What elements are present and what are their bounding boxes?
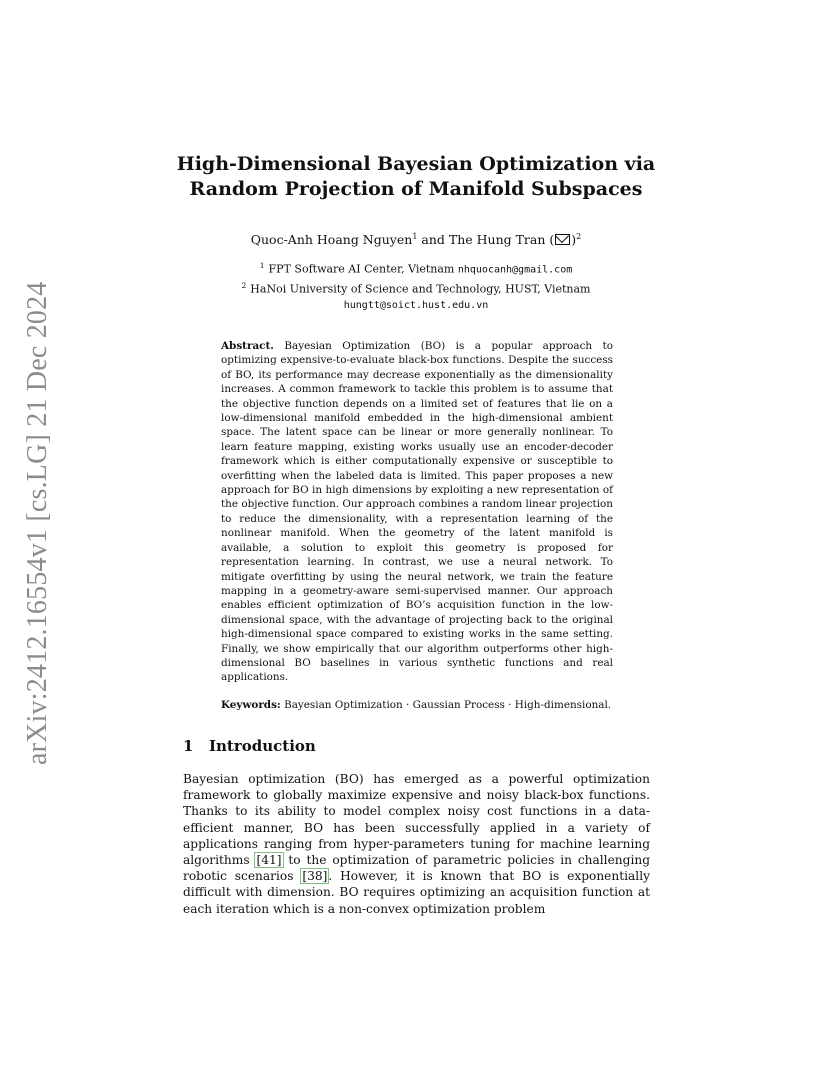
title-line-1: High-Dimensional Bayesian Optimization via: [176, 153, 656, 175]
affiliation-number: 2: [241, 281, 247, 291]
section-heading: [183, 737, 316, 755]
title-line-2: Random Projection of Manifold Subspaces: [189, 178, 643, 200]
abstract: [221, 339, 613, 685]
affiliation-email[interactable]: nhquocanh@gmail.com: [457, 264, 573, 276]
author-paren: ): [571, 232, 577, 248]
affiliation-text: FPT Software AI Center, Vietnam: [268, 262, 458, 276]
section-number: 1: [183, 737, 194, 755]
author-name: Quoc-Anh Hoang Nguyen: [250, 232, 413, 248]
affiliation-marker: 1: [412, 232, 418, 241]
arxiv-margin-identifier: arXiv:2412.16554v1 [cs.LG] 21 Dec 2024: [22, 281, 53, 765]
paper-title: [160, 152, 672, 202]
citation-link[interactable]: [41]: [256, 853, 282, 868]
intro-text: to the optimization of parametric policies in challenging robotic scenarios: [183, 853, 650, 884]
author-list: [160, 228, 672, 249]
intro-text: Bayesian optimization (BO) has emerged as a powerful optimization framework to globally maximize expensive and noisy black-box functions. Thanks to its ability to model complex noisy cost functions in a data-efficient manner, BO has been successfully applied in a variety of applications ranging from hyper-parameters tuning for machine learning algorithms: [183, 772, 650, 868]
affiliation-line: [160, 258, 672, 278]
abstract-label: Abstract.: [221, 340, 274, 352]
abstract-text: Bayesian Optimization (BO) is a popular approach to optimizing expensive-to-evaluate black-box functions. Despite the success of BO, its performance may decrease exponentially as the dimensionality increases. A common framework to tackle this problem is to assume that the objective function depends on a limited set of features that lie on a low-dimensional manifold embedded in the high-dimensional ambient space. The latent space can be linear or more generally nonlinear. To learn feature mapping, existing works usually use an encoder-decoder framework which is either computationally expensive or susceptible to overfitting when the labeled data is limited. This paper proposes a new approach for BO in high dimensions by exploiting a new representation of the objective function. Our approach combines a random linear projection to reduce the dimensionality, with a representation learning of the nonlinear manifold. When the geometry of the latent manifold is available, a solution to exploit this geometry is proposed for representation learning. In contrast, we use a neural network. To mitigate overfitting by using the neural network, we train the feature mapping in a geometry-aware semi-supervised manner. Our approach enables efficient optimization of BO’s acquisition function in the low-dimensional space, with the advantage of projecting back to the original high-dimensional space compared to existing works in the same setting. Finally, we show empirically that our algorithm outperforms other high-dimensional BO baselines in various synthetic functions and real applications.: [221, 340, 613, 684]
section-title: Introduction: [209, 737, 316, 755]
author-name: The Hung Tran (: [448, 232, 555, 248]
affiliation-email[interactable]: hungtt@soict.hust.edu.vn: [343, 300, 489, 312]
keywords-label: Keywords:: [221, 699, 281, 711]
envelope-icon: [555, 234, 570, 245]
keywords: [221, 698, 631, 712]
keywords-text: Bayesian Optimization · Gaussian Process · High-dimensional.: [284, 699, 612, 711]
affiliation-number: 1: [259, 261, 265, 270]
author-separator: and: [417, 232, 449, 248]
affiliation-line: [160, 297, 672, 314]
introduction-paragraph: [183, 771, 650, 917]
affiliations: [160, 258, 672, 314]
affiliation-text: HaNoi University of Science and Technology, HUST, Vietnam: [250, 282, 591, 296]
affiliation-marker: 2: [576, 232, 582, 241]
affiliation-line: [160, 278, 672, 297]
intro-text: . However, it is known that BO is exponentially difficult with dimension. BO requires optimizing an acquisition function at each iteration which is a non-convex optimization problem: [183, 869, 650, 916]
citation-link[interactable]: [38]: [302, 869, 328, 884]
